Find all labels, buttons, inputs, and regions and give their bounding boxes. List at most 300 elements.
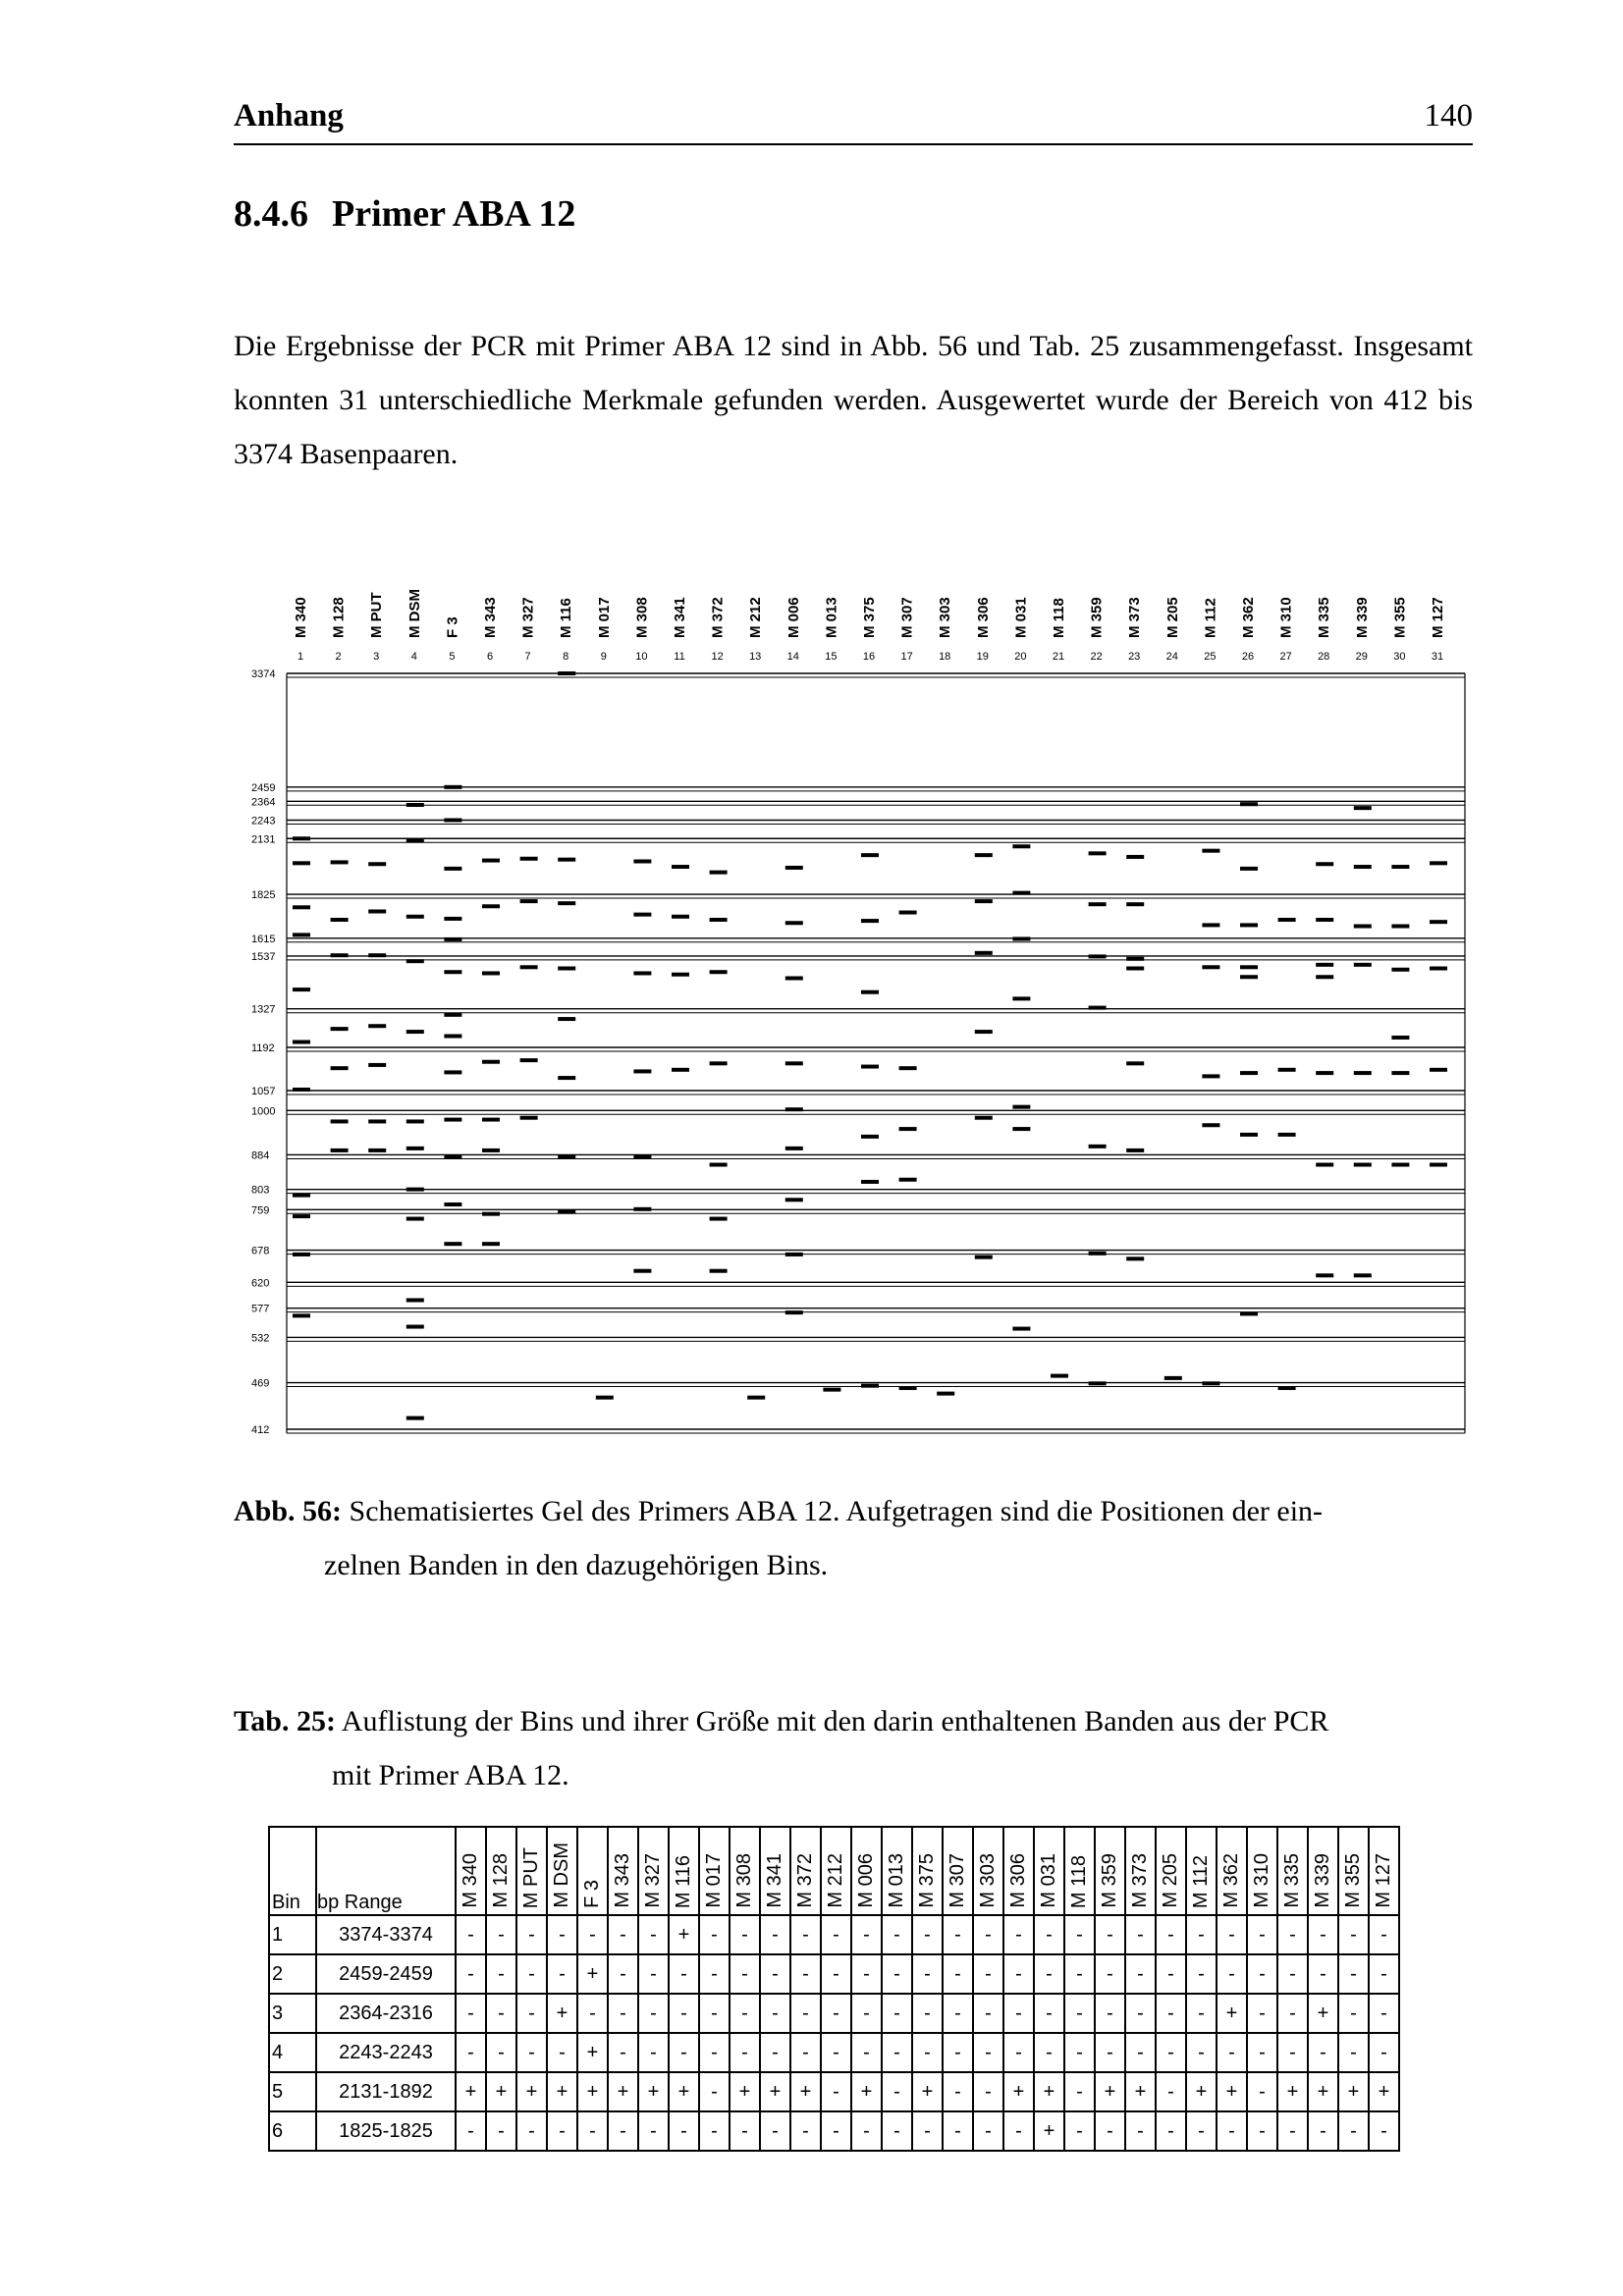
cell-band-presence: + <box>851 2072 882 2111</box>
header-bin: Bin <box>269 1827 316 1915</box>
cell-band-presence: - <box>669 1994 699 2033</box>
lane-number: 11 <box>674 651 685 663</box>
gel-band <box>785 866 803 870</box>
gel-band <box>293 905 310 909</box>
gel-band <box>558 1154 575 1158</box>
header-strain <box>1338 1827 1369 1915</box>
cell-band-presence: - <box>943 1915 973 1954</box>
cell-band-presence: - <box>1277 2111 1308 2151</box>
lane-label: M 306 <box>974 597 992 638</box>
cell-band-presence: - <box>1186 1954 1217 1994</box>
gel-band <box>1278 1068 1296 1072</box>
gel-band <box>975 1030 993 1034</box>
cell-band-presence: - <box>1003 2033 1034 2072</box>
gel-band <box>406 1030 424 1034</box>
cell-band-presence: + <box>730 2072 760 2111</box>
figure-caption-line2: zelnen Banden in den dazugehörigen Bins. <box>324 1549 829 1581</box>
cell-band-presence: - <box>516 1915 547 1954</box>
lane-number: 22 <box>1090 651 1103 663</box>
lane-number: 13 <box>749 651 762 663</box>
gel-band <box>558 901 575 905</box>
cell-band-presence: - <box>882 2111 912 2151</box>
header-strain <box>1217 1827 1247 1915</box>
cell-band-presence: - <box>882 1994 912 2033</box>
header-strain-label: M 310 <box>1251 1853 1272 1908</box>
lane-number: 31 <box>1431 651 1444 663</box>
bin-bp-label: 2243 <box>251 815 276 828</box>
cell-band-presence: + <box>1003 2072 1034 2111</box>
header-strain-label: M 340 <box>460 1853 481 1908</box>
gel-band <box>482 904 500 908</box>
gel-band <box>1202 849 1219 853</box>
gel-band <box>861 990 879 994</box>
gel-band <box>861 919 879 923</box>
cell-band-presence: - <box>1156 2111 1186 2151</box>
gel-band <box>672 973 689 977</box>
header-strain-label: M DSM <box>551 1842 572 1908</box>
bin-bp-label: 577 <box>251 1303 270 1315</box>
gel-band <box>1430 1163 1447 1167</box>
header-strain-label: M 128 <box>490 1853 512 1908</box>
cell-band-presence: - <box>1125 2111 1156 2151</box>
header-strain-label: M 303 <box>977 1853 999 1908</box>
lane-number: 24 <box>1165 651 1178 663</box>
gel-band <box>406 1188 424 1192</box>
lane-number: 8 <box>563 651 569 663</box>
cell-band-presence: - <box>943 2111 973 2151</box>
gel-band <box>368 1063 386 1067</box>
cell-band-presence: - <box>547 2111 577 2151</box>
cell-band-presence: - <box>516 1954 547 1994</box>
cell-band-presence: - <box>1369 1954 1399 1994</box>
lane-number: 6 <box>486 651 494 663</box>
gel-band <box>1391 1036 1409 1040</box>
cell-band-presence: - <box>1247 1994 1277 2033</box>
header-strain <box>1308 1827 1338 1915</box>
header-strain-label: M 017 <box>703 1853 725 1908</box>
header-strain-label: M 306 <box>1007 1853 1029 1908</box>
intro-paragraph: Die Ergebnisse der PCR mit Primer ABA 12 sind in Abb. 56 und Tab. 25 zusammengefasst. Insgesamt konnten 31 unterschiedliche Merkmale gefunden werden. Ausgewertet wurde der Bereich von 412 bis 3374 Basenpaaren. <box>234 330 1473 470</box>
cell-band-presence: - <box>973 2033 1003 2072</box>
gel-band <box>558 1209 575 1213</box>
lane-label: M 340 <box>293 597 309 638</box>
gel-band <box>406 1147 424 1150</box>
cell-band-presence: - <box>790 1954 821 1994</box>
cell-band-presence: - <box>608 1954 638 1994</box>
header-strain-label: M 013 <box>886 1853 907 1908</box>
section-title-text: Primer ABA 12 <box>332 193 576 235</box>
header-strain-label: M 116 <box>673 1854 694 1908</box>
cell-band-presence: - <box>1156 2072 1186 2111</box>
table-caption-label: Tab. 25: <box>234 1705 336 1737</box>
cell-band-presence: - <box>1064 2033 1095 2072</box>
gel-band <box>785 1147 803 1150</box>
cell-band-presence: - <box>821 1994 851 2033</box>
gel-band <box>1391 865 1409 869</box>
cell-band-presence: - <box>821 2111 851 2151</box>
cell-band-presence: + <box>1277 2072 1308 2111</box>
page-number: 140 <box>1424 98 1473 133</box>
gel-band <box>785 1253 803 1256</box>
gel-band <box>899 1127 917 1131</box>
gel-band <box>1354 1273 1372 1277</box>
bin-bp-label: 1192 <box>251 1041 275 1054</box>
header-strain <box>1277 1827 1308 1915</box>
header-strain <box>943 1827 973 1915</box>
header-strain-label: M 372 <box>794 1853 816 1908</box>
cell-band-presence: - <box>912 2111 943 2151</box>
cell-band-presence: - <box>790 1915 821 1954</box>
gel-band <box>406 1325 424 1329</box>
gel-band <box>861 1135 879 1139</box>
bin-bp-label: 884 <box>251 1149 270 1162</box>
gel-band <box>1126 1061 1144 1065</box>
cell-band-presence: - <box>790 2033 821 2072</box>
cell-band-presence: - <box>1338 2033 1369 2072</box>
gel-band <box>1354 1071 1372 1075</box>
table-row <box>269 1954 1399 1994</box>
gel-band <box>1354 925 1372 929</box>
lane-number: 9 <box>600 651 607 663</box>
cell-band-presence: - <box>1338 1915 1369 1954</box>
gel-band <box>482 1148 500 1152</box>
cell-band-presence: - <box>638 1915 669 1954</box>
gel-band <box>1240 965 1258 969</box>
gel-band <box>672 915 689 919</box>
cell-band-presence: - <box>1095 2033 1125 2072</box>
lane-label: M 372 <box>709 597 727 638</box>
gel-band <box>1278 1133 1296 1137</box>
gel-band <box>937 1392 954 1396</box>
cell-band-presence: - <box>1217 2033 1247 2072</box>
cell-band-presence: - <box>1034 2033 1064 2072</box>
gel-band <box>558 858 575 862</box>
cell-band-presence: - <box>1247 2072 1277 2111</box>
lane-number: 5 <box>449 651 456 663</box>
gel-band <box>710 1217 728 1221</box>
lane-number: 1 <box>297 651 304 663</box>
gel-band <box>1391 1163 1409 1167</box>
cell-band-presence: + <box>577 1954 608 1994</box>
gel-band <box>1126 855 1144 859</box>
cell-band-presence: - <box>486 2033 516 2072</box>
header-strain-label: M 373 <box>1129 1853 1151 1908</box>
cell-bin: 4 <box>269 2033 316 2072</box>
cell-band-presence: - <box>486 1954 516 1994</box>
gel-band <box>482 859 500 863</box>
gel-band <box>1051 1374 1068 1378</box>
bin-bp-label: 469 <box>251 1377 270 1390</box>
gel-band <box>293 988 310 991</box>
header-strain <box>1156 1827 1186 1915</box>
cell-band-presence: - <box>912 1994 943 2033</box>
cell-band-presence: - <box>912 1915 943 1954</box>
gel-band <box>710 1269 728 1273</box>
gel-band <box>633 913 651 917</box>
cell-band-presence: - <box>1003 1954 1034 1994</box>
cell-band-presence: + <box>577 2072 608 2111</box>
lane-label: M 335 <box>1316 597 1333 638</box>
gel-band <box>633 971 651 975</box>
cell-band-presence: + <box>1217 1994 1247 2033</box>
gel-band <box>1202 1123 1219 1127</box>
header-strain-label: M 343 <box>612 1853 633 1908</box>
bin-bp-label: 2364 <box>251 796 276 809</box>
bin-bp-label: 1825 <box>251 889 276 902</box>
gel-band <box>1089 1006 1107 1010</box>
gel-band <box>444 917 461 921</box>
cell-band-presence: - <box>1003 2111 1034 2151</box>
running-header-title: Anhang <box>234 98 344 133</box>
table-caption-line2: mit Primer ABA 12. <box>332 1759 569 1791</box>
gel-band <box>331 1119 349 1123</box>
gel-band <box>1316 862 1333 866</box>
header-strain-label: M 362 <box>1220 1853 1242 1908</box>
cell-band-presence: - <box>943 2072 973 2111</box>
cell-band-presence: - <box>1369 2033 1399 2072</box>
gel-band <box>1012 936 1030 940</box>
gel-band <box>975 951 993 955</box>
cell-band-presence: - <box>851 1954 882 1994</box>
bin-bp-label: 1327 <box>251 1003 276 1016</box>
lane-label: M 118 <box>1051 598 1067 638</box>
header-strain <box>790 1827 821 1915</box>
lane-number: 20 <box>1014 651 1027 663</box>
lane-label: M 212 <box>747 597 765 638</box>
cell-band-presence: + <box>547 1994 577 2033</box>
cell-band-presence: - <box>1156 1915 1186 1954</box>
cell-band-presence: - <box>821 1954 851 1994</box>
gel-band <box>861 1065 879 1069</box>
lane-label: M 116 <box>558 598 575 638</box>
gel-band <box>406 1119 424 1123</box>
gel-band <box>1012 1327 1030 1331</box>
lane-number: 30 <box>1393 651 1406 663</box>
gel-band <box>785 1310 803 1314</box>
cell-band-presence: + <box>486 2072 516 2111</box>
cell-band-presence: - <box>1217 1954 1247 1994</box>
gel-band <box>1316 975 1333 979</box>
cell-band-presence: - <box>973 2072 1003 2111</box>
gel-band <box>1126 967 1144 971</box>
gel-band <box>1089 851 1107 855</box>
cell-band-presence: - <box>699 1994 730 2033</box>
cell-band-presence: - <box>577 2111 608 2151</box>
gel-band <box>1202 923 1219 927</box>
gel-band <box>558 967 575 971</box>
gel-band <box>520 965 538 969</box>
cell-band-presence: - <box>1064 1994 1095 2033</box>
cell-band-presence: - <box>1125 1954 1156 1994</box>
lane-label: M 343 <box>482 597 499 638</box>
bin-bp-label: 1615 <box>251 933 276 945</box>
cell-band-presence: - <box>486 2111 516 2151</box>
gel-band <box>899 1178 917 1182</box>
lane-number: 17 <box>900 651 913 663</box>
gel-band <box>558 1076 575 1080</box>
gel-band <box>785 921 803 925</box>
gel-band <box>861 1384 879 1388</box>
cell-band-presence: + <box>456 2072 486 2111</box>
gel-band <box>293 861 310 865</box>
gel-band <box>520 1058 538 1062</box>
header-strain-label: F 3 <box>581 1880 603 1908</box>
cell-bin: 6 <box>269 2111 316 2151</box>
cell-band-presence: - <box>699 2033 730 2072</box>
lane-number: 15 <box>825 651 838 663</box>
lane-label: M 327 <box>519 597 537 638</box>
cell-band-presence: - <box>760 1954 790 1994</box>
cell-band-presence: - <box>730 1954 760 1994</box>
cell-band-presence: - <box>1338 1994 1369 2033</box>
lane-number: 19 <box>976 651 989 663</box>
bin-bp-label: 3374 <box>251 668 276 680</box>
lane-number: 25 <box>1204 651 1217 663</box>
gel-band <box>482 1118 500 1122</box>
cell-band-presence: - <box>1369 1994 1399 2033</box>
cell-band-presence: - <box>1186 2111 1217 2151</box>
header-strain <box>486 1827 516 1915</box>
cell-band-presence: - <box>1064 2111 1095 2151</box>
gel-band <box>293 1041 310 1044</box>
cell-band-presence: + <box>1308 2072 1338 2111</box>
table-row <box>269 1994 1399 2033</box>
gel-band <box>1240 1311 1258 1315</box>
cell-band-presence: - <box>1308 1954 1338 1994</box>
gel-band <box>1089 954 1107 958</box>
gel-band <box>1354 1163 1372 1167</box>
cell-band-presence: - <box>1338 2111 1369 2151</box>
figure-caption-label: Abb. 56: <box>234 1495 343 1527</box>
header-strain-label: M 339 <box>1312 1853 1333 1908</box>
lane-label: M 308 <box>633 597 651 638</box>
gel-band <box>444 1154 461 1158</box>
cell-band-presence: - <box>760 2033 790 2072</box>
lane-number: 26 <box>1241 651 1255 663</box>
gel-band <box>444 937 461 941</box>
lane-label: M 359 <box>1088 597 1106 638</box>
gel-band <box>293 1088 310 1092</box>
cell-bp-range: 3374-3374 <box>316 1915 456 1954</box>
table-row <box>269 1915 1399 1954</box>
gel-band <box>444 867 461 871</box>
lane-label: M 205 <box>1163 597 1181 638</box>
lane-label: M DSM <box>406 589 423 638</box>
cell-bin: 1 <box>269 1915 316 1954</box>
gel-band <box>406 959 424 963</box>
lane-number: 12 <box>711 651 724 663</box>
gel-band <box>1089 1381 1107 1385</box>
gel-band <box>1430 1068 1447 1072</box>
gel-band <box>975 1255 993 1259</box>
cell-band-presence: - <box>608 2111 638 2151</box>
lane-label: M 128 <box>330 597 348 638</box>
cell-band-presence: - <box>851 1994 882 2033</box>
cell-band-presence: - <box>760 1915 790 1954</box>
gel-band <box>710 1163 728 1167</box>
gel-band <box>368 953 386 957</box>
cell-bin: 5 <box>269 2072 316 2111</box>
gel-band <box>406 915 424 919</box>
cell-band-presence: - <box>851 2033 882 2072</box>
cell-band-presence: - <box>1156 1954 1186 1994</box>
cell-band-presence: - <box>943 2033 973 2072</box>
gel-band <box>1012 1105 1030 1109</box>
gel-band <box>444 970 461 974</box>
lane-label: M 031 <box>1012 597 1030 638</box>
cell-band-presence: - <box>669 2111 699 2151</box>
gel-band <box>823 1388 840 1392</box>
gel-band <box>785 977 803 981</box>
section-number: 8.4.6 <box>234 193 308 235</box>
cell-band-presence: - <box>699 1954 730 1994</box>
header-strain-label: M 307 <box>947 1853 968 1908</box>
gel-band <box>444 1034 461 1038</box>
header-strain <box>973 1827 1003 1915</box>
gel-band <box>1240 1133 1258 1137</box>
cell-band-presence: - <box>973 1994 1003 2033</box>
cell-band-presence: + <box>1369 2072 1399 2111</box>
header-strain <box>1247 1827 1277 1915</box>
cell-band-presence: - <box>1247 2033 1277 2072</box>
cell-band-presence: + <box>638 2072 669 2111</box>
cell-band-presence: - <box>547 1954 577 1994</box>
cell-band-presence: - <box>577 1915 608 1954</box>
cell-band-presence: - <box>912 1954 943 1994</box>
gel-band <box>1391 925 1409 929</box>
gel-band <box>331 918 349 922</box>
gel-band <box>1240 867 1258 871</box>
gel-band <box>331 953 349 957</box>
lane-label: M 362 <box>1240 597 1257 638</box>
gel-band <box>1316 1071 1333 1075</box>
header-strain <box>547 1827 577 1915</box>
cell-band-presence: - <box>973 1954 1003 1994</box>
cell-band-presence: - <box>1277 2033 1308 2072</box>
gel-band <box>1089 1252 1107 1255</box>
bin-bp-label: 2131 <box>251 833 276 846</box>
cell-band-presence: - <box>456 1994 486 2033</box>
cell-bp-range: 1825-1825 <box>316 2111 456 2151</box>
cell-band-presence: + <box>1308 1994 1338 2033</box>
cell-band-presence: - <box>1247 1954 1277 1994</box>
gel-band <box>785 1198 803 1201</box>
cell-band-presence: + <box>669 1915 699 1954</box>
gel-band <box>861 1180 879 1184</box>
cell-band-presence: - <box>730 2033 760 2072</box>
cell-band-presence: - <box>851 1915 882 1954</box>
gel-band <box>672 865 689 869</box>
bin-bp-label: 412 <box>251 1424 270 1436</box>
cell-band-presence: - <box>547 1915 577 1954</box>
cell-band-presence: - <box>1034 1994 1064 2033</box>
gel-band <box>596 1396 614 1400</box>
header-strain <box>851 1827 882 1915</box>
header-strain-label: M 205 <box>1160 1853 1181 1908</box>
gel-band <box>899 1066 917 1070</box>
cell-band-presence: + <box>1125 2072 1156 2111</box>
cell-band-presence: - <box>730 1994 760 2033</box>
cell-band-presence: - <box>1308 2111 1338 2151</box>
gel-band <box>444 785 461 789</box>
gel-band <box>331 1027 349 1031</box>
header-strain <box>821 1827 851 1915</box>
bin-bp-label: 803 <box>251 1184 270 1197</box>
gel-band <box>1164 1376 1182 1380</box>
header-strain-label: M 327 <box>642 1853 664 1908</box>
gel-band <box>444 1118 461 1122</box>
header-strain <box>699 1827 730 1915</box>
